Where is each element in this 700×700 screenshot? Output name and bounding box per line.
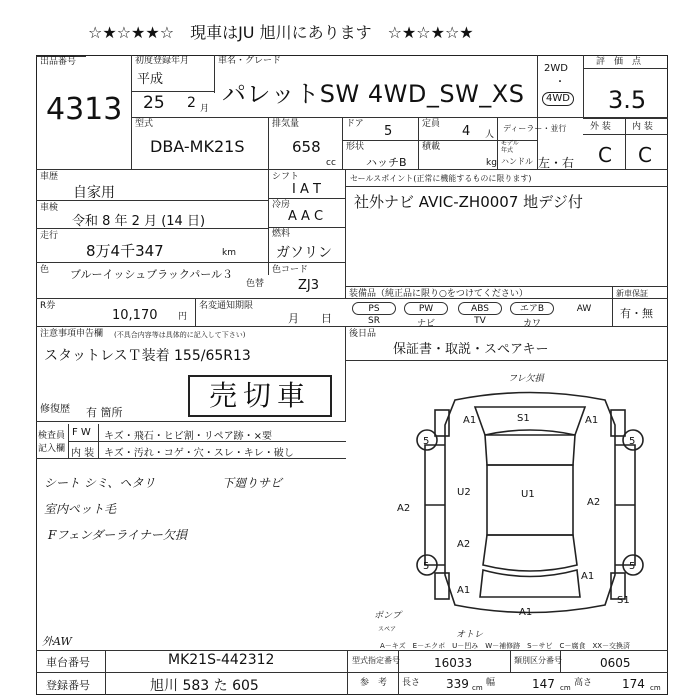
mark-u2: U2 xyxy=(457,487,471,498)
inspector-interior: キズ・汚れ・コゲ・穴・スレ・キレ・破し xyxy=(104,448,294,459)
color-code-label: 色コード xyxy=(272,265,309,275)
sales-point: 社外ナビ AVIC-ZH0007 地デジ付 xyxy=(354,193,583,211)
plate-label: 登録番号 xyxy=(46,679,90,692)
inspection: 令和 8 年 2 月 (14 日) xyxy=(72,214,206,229)
chassis-label: 車台番号 xyxy=(46,656,90,669)
class-label: 類別区分番号 xyxy=(514,656,562,665)
doors-label: ドア xyxy=(346,119,364,129)
ref-label: 参 考 xyxy=(360,678,388,688)
recycle-label: R券 xyxy=(40,301,56,311)
color-label: 色 xyxy=(40,265,50,275)
first-reg-label: 初度登録年月 xyxy=(135,56,190,66)
length: 339 xyxy=(446,677,469,691)
drive-2wd: 2WD xyxy=(544,63,568,74)
recycle-amount: 10,170 xyxy=(112,308,158,323)
handwritten-fender: Fフェンダーライナー欠損 xyxy=(48,528,187,542)
mark-u1: U1 xyxy=(521,489,535,500)
inspector-fw: キズ・飛石・ヒビ割・リペア跡・×要 xyxy=(104,431,272,442)
reg-year: 25 xyxy=(143,93,165,113)
mark-a2-left: A2 xyxy=(397,503,411,514)
displacement: 658 xyxy=(292,138,321,156)
mark-a1-fr: A1 xyxy=(585,415,599,426)
color: ブルーイッシュブラックパール３ xyxy=(70,268,234,281)
height-label: 高さ xyxy=(574,678,593,688)
load-unit: kg xyxy=(486,158,497,168)
displacement-unit: cc xyxy=(326,158,336,168)
mileage: 8万4千347 xyxy=(86,242,164,260)
grade-label: 評 価 点 xyxy=(596,57,642,67)
grade-value: 3.5 xyxy=(608,86,647,114)
shape: ハッチB xyxy=(366,156,407,169)
mark-a1-fl: A1 xyxy=(463,415,477,426)
height-unit: cm xyxy=(650,684,661,692)
color-code: ZJ3 xyxy=(298,278,320,293)
history-label: 車歴 xyxy=(40,172,59,182)
width-unit: cm xyxy=(560,684,571,692)
notes-sublabel: (不具合内容等は具体的に記入して下さい) xyxy=(114,331,246,339)
equip-pw: PW xyxy=(404,302,448,315)
tyre-rl: 5 xyxy=(423,561,430,572)
equip-leather: カワ xyxy=(522,319,541,329)
exterior-grade: C xyxy=(598,143,612,167)
equip-tv: TV xyxy=(474,316,486,326)
notes-text: スタットレスＴ装着 155/65R13 xyxy=(44,348,251,364)
capacity: 4 xyxy=(462,124,471,139)
repair-label: 修復歴 xyxy=(40,404,70,415)
inspector-fw-label: F W xyxy=(72,427,91,438)
handle-label: ハンドル xyxy=(501,157,533,166)
width-label: 幅 xyxy=(486,678,496,688)
drive-dot: ・ xyxy=(555,77,565,88)
doors: 5 xyxy=(384,124,393,139)
mark-s1-rear: S1 xyxy=(617,595,630,606)
model-year-label: モデル年式 xyxy=(501,140,519,154)
equip-airbag: エアB xyxy=(510,302,554,315)
handwritten-aw: 外AW xyxy=(42,635,72,648)
handwritten-rust: 下廻りサビ xyxy=(222,476,283,490)
equip-navi: ナビ xyxy=(416,319,435,329)
model-label: 型式 xyxy=(135,119,154,129)
ac-label: 冷房 xyxy=(272,200,291,210)
shift-label: シフト xyxy=(272,172,300,182)
mark-a1-rr: A1 xyxy=(581,571,595,582)
length-unit: cm xyxy=(472,684,483,692)
fuel: ガソリン xyxy=(276,245,332,261)
diagram-top-note: フレ欠損 xyxy=(508,374,544,384)
banner: ☆★☆★★☆ 現車はJU 旭川にあります ☆★☆★☆★ xyxy=(88,23,474,42)
tyre-fl: 5 xyxy=(423,436,430,447)
designation-number: 16033 xyxy=(434,656,473,670)
inspection-label: 車検 xyxy=(40,203,59,213)
reg-month: 2 xyxy=(187,95,196,111)
handle: 左・右 xyxy=(538,156,575,170)
equip-aw: AW xyxy=(576,304,592,314)
equip-ps: PS xyxy=(352,302,396,315)
recycle-unit: 円 xyxy=(178,312,188,322)
ac: A A C xyxy=(288,209,324,224)
equipment-label: 装備品（純正品に限り○をつけてください） xyxy=(349,289,528,299)
car-name: パレットSW 4WD_SW_XS xyxy=(222,80,525,108)
equip-sr: SR xyxy=(368,316,380,326)
lot-label: 出品番号 xyxy=(40,57,77,67)
transfer-label: 名変通知期限 xyxy=(199,301,254,311)
era: 平成 xyxy=(137,72,164,87)
dealer-label: ディーラー・並行 xyxy=(503,124,567,133)
mark-a1-rl: A1 xyxy=(457,585,471,596)
capacity-label: 定員 xyxy=(422,119,441,129)
transfer-deadline: 月 日 xyxy=(288,312,332,325)
lot-number: 4313 xyxy=(46,92,123,127)
capacity-unit: 人 xyxy=(485,130,495,140)
damage-legend: A－キズ E－エクボ U－凹み W－補修跡 S－サビ C－腐食 XX－交換済 xyxy=(380,642,631,650)
car-name-label: 車名・グレード xyxy=(218,56,282,66)
displacement-label: 排気量 xyxy=(272,119,300,129)
damage-diagram xyxy=(395,365,665,645)
fuel-label: 燃料 xyxy=(272,229,291,239)
tyre-fr: 5 xyxy=(629,436,636,447)
handwritten-seat: シート シミ、ヘタリ xyxy=(44,476,156,490)
new-car-warranty-label: 新車保証 xyxy=(616,289,648,298)
handwritten-pet: 室内ペット毛 xyxy=(44,502,117,516)
class-number: 0605 xyxy=(600,656,631,670)
load-label: 積載 xyxy=(422,142,441,152)
sales-label: セールスポイント(正常に機能するものに限ります) xyxy=(350,174,532,183)
sold-stamp: 売切車 xyxy=(188,375,332,417)
new-car-warranty: 有・無 xyxy=(620,307,653,320)
shape-label: 形状 xyxy=(346,142,365,152)
model-code: DBA-MK21S xyxy=(150,137,245,156)
attachments: 保証書・取説・スペアキー xyxy=(393,342,549,357)
drive-4wd: 4WD xyxy=(542,92,574,106)
interior-label: 内 装 xyxy=(632,122,653,132)
mileage-unit: km xyxy=(222,248,236,258)
repair-history: 有 箇所 xyxy=(86,406,123,419)
reg-month-unit: 月 xyxy=(200,104,210,114)
designation-label: 型式指定番号 xyxy=(352,656,400,665)
inspector-label: 検査員記入欄 xyxy=(38,431,66,454)
attachments-label: 後日品 xyxy=(349,329,377,339)
plate-number: 旭川 583 た 605 xyxy=(150,678,259,694)
mark-a2-right: A2 xyxy=(587,497,601,508)
interior-grade: C xyxy=(638,143,652,167)
notes-label: 注意事項申告欄 xyxy=(40,329,104,339)
chassis-number: MK21S-442312 xyxy=(168,652,275,668)
height: 174 xyxy=(622,677,645,691)
spare-label: スペア xyxy=(378,626,397,633)
inspector-interior-label: 内 装 xyxy=(71,448,95,459)
equip-abs: ABS xyxy=(458,302,502,315)
tyre-rr: 5 xyxy=(629,561,636,572)
width: 147 xyxy=(532,677,555,691)
mark-s1-top: S1 xyxy=(517,413,530,424)
mark-a1-bottom: A1 xyxy=(519,607,533,618)
history: 自家用 xyxy=(73,185,115,201)
exterior-label: 外 装 xyxy=(590,122,611,132)
spare-pump: ポンプ xyxy=(374,611,402,621)
mileage-label: 走行 xyxy=(40,231,59,241)
mark-a2-mid: A2 xyxy=(457,539,471,550)
length-label: 長さ xyxy=(402,678,421,688)
shift: I A T xyxy=(292,182,321,197)
color-change-label: 色替 xyxy=(246,279,265,289)
diagram-bottom-note: オトレ xyxy=(456,630,484,640)
